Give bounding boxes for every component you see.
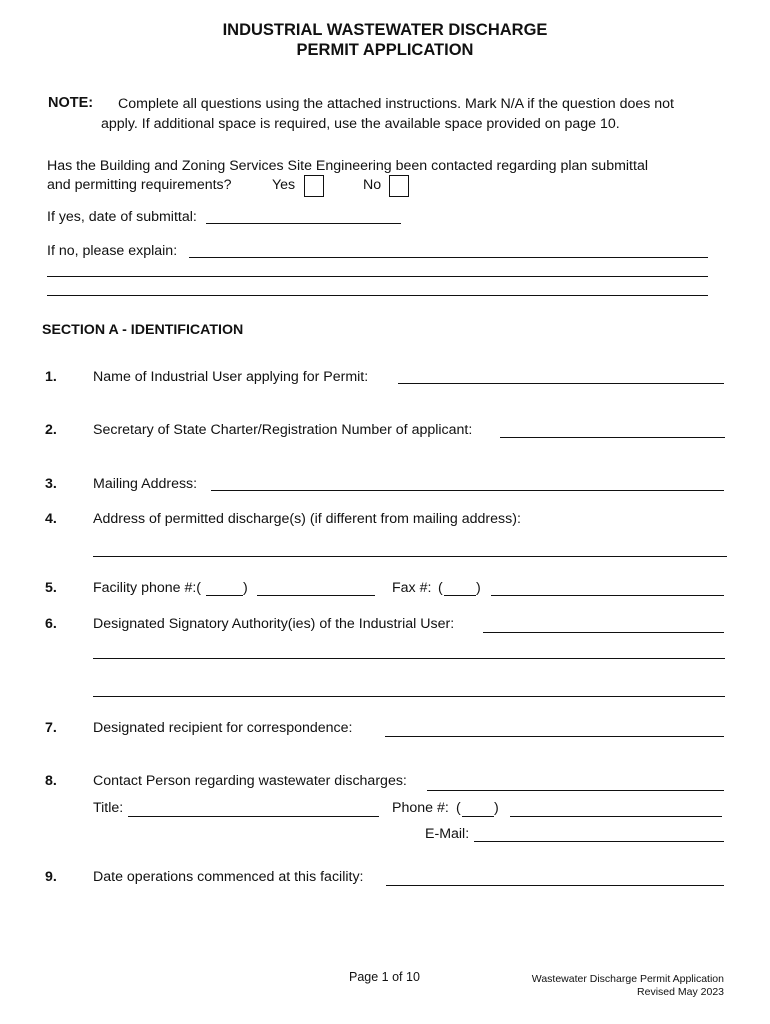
page-title-line2: PERMIT APPLICATION [296,41,474,59]
facility-phone-paren-close: ) [243,580,248,596]
explain-field-line2[interactable] [47,276,708,277]
fax-area-code-field[interactable] [444,595,476,596]
facility-phone-area-code-field[interactable] [206,595,243,596]
fax-paren-close: ) [476,580,481,596]
discharge-address-label: Address of permitted discharge(s) (if different from mailing address): [93,511,521,527]
item-number: 8. [45,773,57,789]
signatory-authority-field-line2[interactable] [93,658,725,659]
page-title-line1: INDUSTRIAL WASTEWATER DISCHARGE [222,21,548,39]
item-number: 2. [45,422,57,438]
operations-start-date-field[interactable] [386,885,724,886]
contact-email-field[interactable] [474,841,724,842]
plan-submittal-question-line1: Has the Building and Zoning Services Site Engineering been contacted regarding plan submittal [47,158,648,174]
fax-number-field[interactable] [491,595,724,596]
fax-label: Fax #: [392,580,432,596]
mailing-address-field[interactable] [211,490,724,491]
item-number: 5. [45,580,57,596]
item-number: 9. [45,869,57,885]
explain-field-line3[interactable] [47,295,708,296]
note-label: NOTE: [48,95,94,111]
yes-checkbox[interactable] [304,175,324,197]
yes-label: Yes [272,177,296,193]
contact-phone-label: Phone #: [392,800,449,816]
item-number: 3. [45,476,57,492]
item-number: 6. [45,616,57,632]
signatory-authority-label: Designated Signatory Authority(ies) of the Industrial User: [93,616,455,632]
contact-phone-paren-close: ) [494,800,499,816]
if-yes-date-label: If yes, date of submittal: [47,209,197,225]
section-a-heading: SECTION A - IDENTIFICATION [42,322,244,338]
if-no-explain-label: If no, please explain: [47,243,178,259]
page-number: Page 1 of 10 [349,970,420,984]
submittal-date-field[interactable] [206,223,401,224]
item-number: 1. [45,369,57,385]
signatory-authority-field-line1[interactable] [483,632,724,633]
contact-phone-number-field[interactable] [510,816,722,817]
registration-number-label: Secretary of State Charter/Registration Number of applicant: [93,422,473,438]
correspondence-recipient-label: Designated recipient for correspondence: [93,720,353,736]
contact-person-label: Contact Person regarding wastewater discharges: [93,773,407,789]
contact-title-label: Title: [93,800,124,816]
contact-email-label: E-Mail: [425,826,470,842]
facility-phone-number-field[interactable] [257,595,375,596]
facility-phone-label: Facility phone #:( [93,580,202,596]
operations-start-date-label: Date operations commenced at this facility: [93,869,364,885]
note-text-line1: Complete all questions using the attached instructions. Mark N/A if the question does not [118,96,674,112]
explain-field-line1[interactable] [189,257,708,258]
contact-title-field[interactable] [128,816,379,817]
note-text-line2: apply. If additional space is required, use the available space provided on page 10. [101,116,620,132]
correspondence-recipient-field[interactable] [385,736,724,737]
contact-person-field[interactable] [427,790,724,791]
item-number: 4. [45,511,57,527]
footer-document-name: Wastewater Discharge Permit Application [531,973,724,985]
discharge-address-field[interactable] [93,556,727,557]
registration-number-field[interactable] [500,437,725,438]
signatory-authority-field-line3[interactable] [93,696,725,697]
industrial-user-name-label: Name of Industrial User applying for Permit: [93,369,369,385]
contact-phone-paren-open: ( [456,800,461,816]
item-number: 7. [45,720,57,736]
contact-phone-area-code-field[interactable] [462,816,494,817]
footer-revised-date: Revised May 2023 [637,986,724,998]
no-checkbox[interactable] [389,175,409,197]
no-label: No [363,177,382,193]
plan-submittal-question-line2: and permitting requirements? [47,177,232,193]
industrial-user-name-field[interactable] [398,383,724,384]
fax-paren-open: ( [438,580,443,596]
mailing-address-label: Mailing Address: [93,476,198,492]
